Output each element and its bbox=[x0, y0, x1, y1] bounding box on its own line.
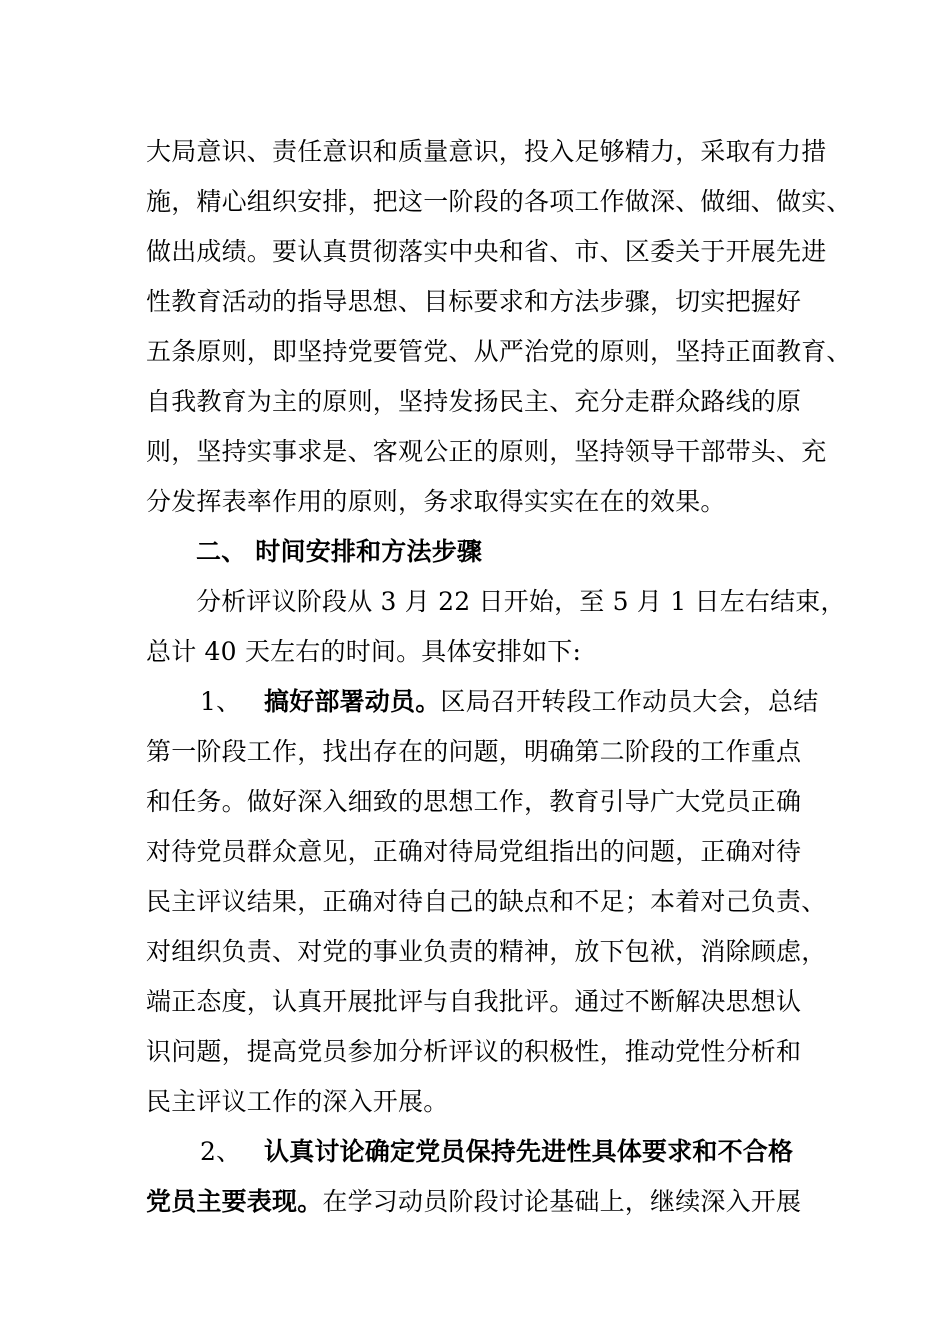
body-text-line: 则，坚持实事求是、客观公正的原则，坚持领导干部带头、充 bbox=[146, 437, 827, 466]
body-text-line: 第一阶段工作，找出存在的问题，明确第二阶段的工作重点 bbox=[146, 737, 802, 766]
body-text-line: 施，精心组织安排，把这一阶段的各项工作做深、做细、做实、 bbox=[146, 187, 852, 216]
item-2-first-line bbox=[200, 1137, 865, 1167]
body-text-line: 性教育活动的指导思想、目标要求和方法步骤，切实把握好 bbox=[146, 287, 802, 316]
body-text-line: 民主评议工作的深入开展。 bbox=[146, 1087, 449, 1116]
body-text-line: 对待党员群众意见，正确对待局党组指出的问题，正确对待 bbox=[146, 837, 802, 866]
item-1-first-line bbox=[200, 687, 865, 717]
item-2-second-line bbox=[146, 1187, 811, 1217]
body-text-line: 民主评议结果，正确对待自己的缺点和不足；本着对己负责、 bbox=[146, 887, 827, 916]
body-text-line: 分发挥表率作用的原则，务求取得实实在在的效果。 bbox=[146, 487, 726, 516]
body-text-line: 分析评议阶段从 3 月 22 日开始，至 5 月 1 日左右结束， bbox=[196, 587, 846, 616]
body-text-line: 识问题，提高党员参加分析评议的积极性，推动党性分析和 bbox=[146, 1037, 802, 1066]
body-text-line: 自我教育为主的原则，坚持发扬民主、充分走群众路线的原 bbox=[146, 387, 802, 416]
body-text-line: 端正态度，认真开展批评与自我批评。通过不断解决思想认 bbox=[146, 987, 802, 1016]
body-text-line: 做出成绩。要认真贯彻落实中央和省、市、区委关于开展先进 bbox=[146, 237, 827, 266]
item-number: 1、 bbox=[200, 687, 242, 716]
body-text-line: 总计 40 天左右的时间。具体安排如下: bbox=[146, 637, 582, 666]
body-text-line: 大局意识、责任意识和质量意识，投入足够精力，采取有力措 bbox=[146, 137, 827, 166]
body-text-line: 和任务。做好深入细致的思想工作，教育引导广大党员正确 bbox=[146, 787, 802, 816]
item-title: 认真讨论确定党员保持先进性具体要求和不合格 bbox=[264, 1137, 794, 1166]
item-number: 2、 bbox=[200, 1137, 242, 1166]
body-text-line: 五条原则，即坚持党要管党、从严治党的原则，坚持正面教育、 bbox=[146, 337, 852, 366]
item-title-continued: 党员主要表现。 bbox=[146, 1187, 323, 1216]
body-text-line: 对组织负责、对党的事业负责的精神，放下包袱，消除顾虑， bbox=[146, 937, 827, 966]
item-text: 在学习动员阶段讨论基础上，继续深入开展 bbox=[322, 1187, 802, 1216]
section-heading: 二、 时间安排和方法步骤 bbox=[196, 537, 483, 566]
item-title: 搞好部署动员。 bbox=[264, 687, 441, 716]
item-text: 区局召开转段工作动员大会，总结 bbox=[440, 687, 819, 716]
